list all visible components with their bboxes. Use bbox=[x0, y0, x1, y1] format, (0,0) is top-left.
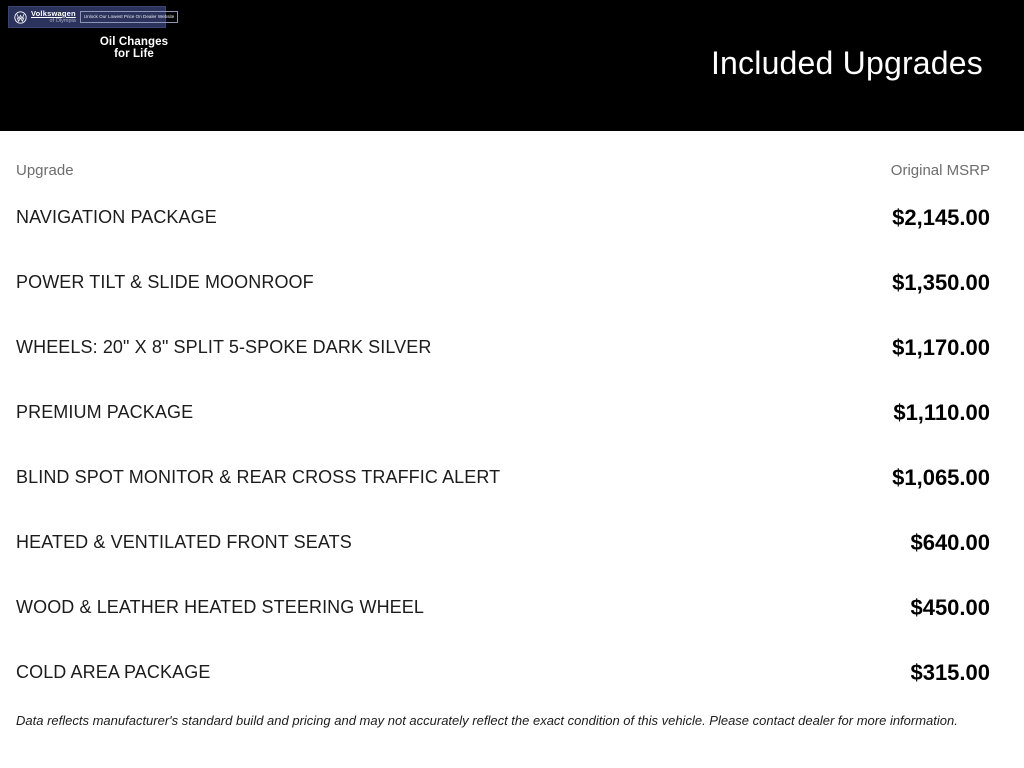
upgrade-row bbox=[16, 640, 990, 705]
dealer-cta-button[interactable]: Unlock Our Lowest Price On Dealer Website bbox=[80, 11, 179, 23]
upgrade-row bbox=[16, 445, 990, 510]
table-column-headers bbox=[16, 160, 990, 181]
page-title: Included Upgrades bbox=[710, 45, 983, 81]
upgrade-price: $1,065.00 bbox=[892, 464, 990, 490]
column-header-original-msrp: Original MSRP bbox=[890, 162, 990, 179]
upgrade-price: $315.00 bbox=[910, 659, 990, 685]
dealer-banner-bar bbox=[8, 6, 175, 28]
upgrade-row bbox=[16, 250, 990, 315]
upgrade-price: $1,350.00 bbox=[892, 269, 990, 295]
column-header-upgrade: Upgrade bbox=[16, 162, 74, 179]
upgrade-name: WOOD & LEATHER HEATED STEERING WHEEL bbox=[16, 597, 424, 617]
page-header bbox=[0, 0, 1024, 131]
upgrade-name: COLD AREA PACKAGE bbox=[16, 662, 211, 682]
upgrade-name: PREMIUM PACKAGE bbox=[16, 402, 194, 422]
dealer-wordmark bbox=[31, 10, 76, 24]
upgrade-row bbox=[16, 510, 990, 575]
upgrade-price: $640.00 bbox=[910, 529, 990, 555]
dealer-tagline-line2: for Life bbox=[114, 47, 154, 60]
dealer-sub-brand: of Olympia bbox=[49, 17, 76, 24]
upgrade-price: $2,145.00 bbox=[892, 204, 990, 230]
upgrade-name: BLIND SPOT MONITOR & REAR CROSS TRAFFIC ALERT bbox=[16, 467, 501, 487]
dealer-tagline-line1: Oil Changes bbox=[99, 36, 169, 48]
upgrade-name: POWER TILT & SLIDE MOONROOF bbox=[16, 272, 314, 292]
vw-logo-icon bbox=[14, 11, 27, 24]
upgrade-row bbox=[16, 315, 990, 380]
dealer-brand-name: Volkswagen bbox=[31, 9, 76, 18]
upgrade-row bbox=[16, 380, 990, 445]
upgrade-name: WHEELS: 20" X 8" SPLIT 5-SPOKE DARK SILVER bbox=[16, 337, 432, 357]
dealer-tagline bbox=[88, 37, 180, 60]
upgrade-name: HEATED & VENTILATED FRONT SEATS bbox=[16, 532, 352, 552]
upgrade-rows bbox=[16, 185, 990, 705]
upgrade-row bbox=[16, 185, 990, 250]
dealer-banner bbox=[8, 6, 175, 60]
upgrade-price: $450.00 bbox=[910, 594, 990, 620]
upgrade-price: $1,110.00 bbox=[893, 399, 990, 425]
disclaimer-text: Data reflects manufacturer's standard build and pricing and may not accurately reflect the exact condition of this vehicle. Please contact dealer for more information. bbox=[16, 713, 958, 728]
upgrade-name: NAVIGATION PACKAGE bbox=[16, 207, 217, 227]
upgrades-table bbox=[0, 131, 1024, 729]
upgrade-row bbox=[16, 575, 990, 640]
upgrade-price: $1,170.00 bbox=[892, 334, 990, 360]
